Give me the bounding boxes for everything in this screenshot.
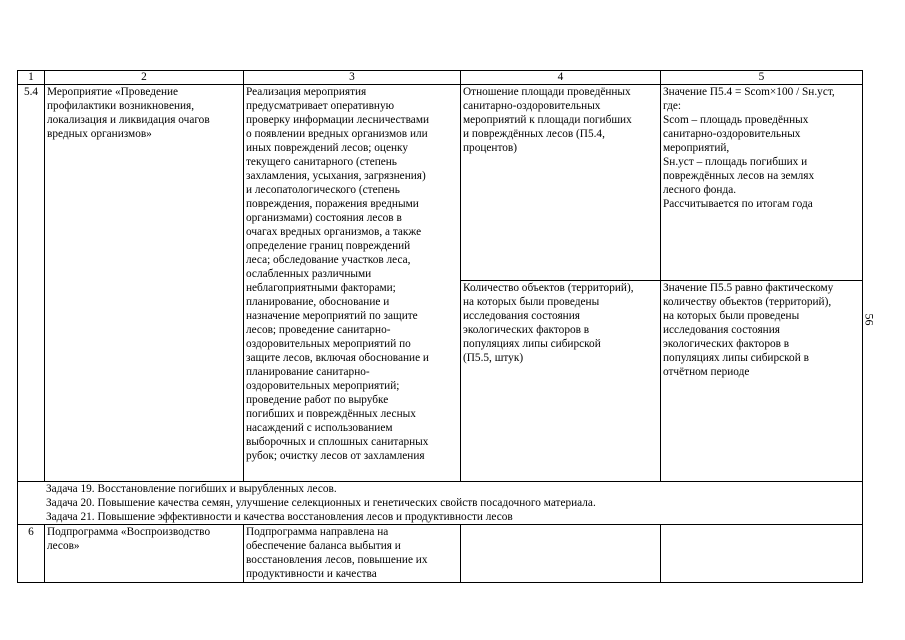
tasks-cell: [18, 482, 863, 525]
row-5-4-description: Реализация мероприятия предусматривает оперативную проверку информации лесничествами о появлении вредных организмов или иных повреждений лесов; оценку текущего санитарного (степень захламления, усыхания, загрязнения) и лесопатологического (степень повреждения, поражения вредными организмами) состояния лесов в очагах вредных организмов, а также определение границ повреждений леса; обследование участков леса, ослабленных различными неблагоприятными факторами; планирование, обоснование и назначение мероприятий по защите лесов; проведение санитарно- оздоровительных мероприятий по защите лесов, включая обоснование и планирование санитарно- оздоровительных мероприятий; проведение работ по вырубке погибших и повреждённых лесных насаждений с использованием выборочных и сплошных санитарных рубок; очистку лесов от захламления: [244, 85, 461, 482]
page-number: 56: [862, 313, 877, 326]
row-5-4-measure: Мероприятие «Проведение профилактики возникновения, локализация и ликвидация очагов вредных организмов»: [45, 85, 244, 482]
indicator-p5-4-name: Отношение площади проведённых санитарно-оздоровительных мероприятий к площади погибших и повреждённых лесов (П5.4, процентов): [461, 85, 661, 281]
indicator-p5-5-name: Количество объектов (территорий), на которых были проведены исследования состояния экологических факторов в популяциях липы сибирской (П5.5, штук): [461, 281, 661, 482]
document-table: [17, 70, 863, 583]
row-6-formula: [661, 525, 863, 583]
row-5-4-number: 5.4: [18, 85, 45, 482]
tasks-row: [18, 482, 863, 525]
task-21: Задача 21. Повышение эффективности и качества восстановления лесов и продуктивности лесов: [46, 511, 513, 523]
header-col-2: 2: [45, 71, 244, 85]
task-19: Задача 19. Восстановление погибших и вырубленных лесов.: [46, 483, 337, 495]
row-6-subprogram: Подпрограмма «Воспроизводство лесов»: [45, 525, 244, 583]
header-col-5: 5: [661, 71, 863, 85]
row-6: [18, 525, 863, 583]
row-6-indicator: [461, 525, 661, 583]
indicator-p5-4-formula: Значение П5.4 = Sсоm×100 / Sн.уст, где: Sсоm – площадь проведённых санитарно-оздоровительных мероприятий, Sн.уст – площадь погибших и повреждённых лесов на землях лесного фонда. Рассчитывается по итогам года: [661, 85, 863, 281]
row-5-4-a: [18, 85, 863, 281]
row-6-description: Подпрограмма направлена на обеспечение баланса выбытия и восстановления лесов, повышение их продуктивности и качества: [244, 525, 461, 583]
header-col-3: 3: [244, 71, 461, 85]
indicator-p5-5-formula: Значение П5.5 равно фактическому количеству объектов (территорий), на которых были проведены исследования состояния экологических факторов в популяциях липы сибирской в отчётном периоде: [661, 281, 863, 482]
header-row: [18, 71, 863, 85]
task-20: Задача 20. Повышение качества семян, улучшение селекционных и генетических свойств посадочного материала.: [46, 497, 596, 509]
header-col-1: 1: [18, 71, 45, 85]
header-col-4: 4: [461, 71, 661, 85]
row-6-number: 6: [18, 525, 45, 583]
